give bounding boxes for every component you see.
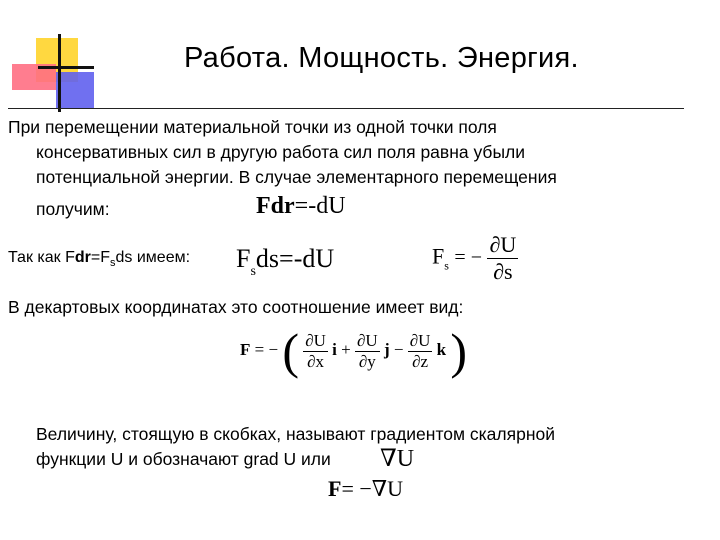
p2-sub-s: s bbox=[110, 257, 116, 269]
eq4-den-y: ∂y bbox=[355, 351, 380, 372]
p2-post: имеем: bbox=[132, 249, 191, 266]
equation-force-gradient bbox=[328, 476, 403, 502]
eq2-F: F bbox=[236, 244, 251, 273]
eq4-den-x: ∂x bbox=[303, 351, 328, 372]
equation-nabla-u: ∇U bbox=[380, 446, 415, 472]
paragraph-line-4: получим: bbox=[36, 199, 110, 219]
paragraph-line-2: консервативных сил в другую работа сил поля равна убыли bbox=[36, 142, 526, 162]
eq4-unit-k: k bbox=[436, 339, 447, 359]
paragraph-line-3: потенциальной энергии. В случае элементарного перемещения bbox=[36, 167, 557, 187]
eq4-den-z: ∂z bbox=[408, 351, 433, 372]
paragraph-line-1: При перемещении материальной точки из одной точки поля bbox=[8, 117, 497, 137]
eq4-eq: = − bbox=[254, 339, 279, 359]
eq4-rparen: ) bbox=[450, 323, 468, 379]
title-divider bbox=[8, 108, 684, 109]
eq4-frac-y bbox=[355, 331, 380, 372]
eq4-frac-x bbox=[303, 331, 328, 372]
paragraph-since bbox=[8, 245, 190, 276]
equation-fs-derivative bbox=[432, 232, 518, 285]
decor-vertical-line bbox=[58, 34, 61, 112]
eq2-rest: ds=-dU bbox=[255, 244, 335, 273]
eq3-F: F bbox=[432, 243, 445, 269]
eq6-F: F bbox=[328, 476, 342, 501]
p2-eqF: =F bbox=[90, 249, 110, 266]
eq4-frac-z bbox=[408, 331, 433, 372]
paragraph-cartesian: В декартовых координатах это соотношение имеет вид: bbox=[8, 297, 464, 317]
eq4-unit-j: j bbox=[383, 339, 390, 359]
eq4-num-x: ∂U bbox=[305, 330, 326, 350]
decor-blue-square bbox=[56, 72, 94, 108]
eq3-num: ∂U bbox=[489, 232, 517, 257]
eq4-minus: − bbox=[393, 339, 404, 359]
p2-pre: Так как bbox=[8, 249, 66, 266]
eq1-rhs: =-dU bbox=[294, 193, 346, 219]
eq4-num-y: ∂U bbox=[357, 330, 378, 350]
eq3-fraction bbox=[487, 232, 518, 285]
eq3-eq: = − bbox=[454, 246, 482, 269]
p2-F: F bbox=[65, 249, 75, 266]
eq1-vector-fdr: Fdr bbox=[256, 193, 295, 219]
p2-ds: ds bbox=[115, 249, 133, 266]
paragraph-gradient-line-2: функции U и обозначают grad U или bbox=[36, 449, 331, 469]
equation-work-potential bbox=[256, 193, 346, 220]
eq6-rhs: = −∇U bbox=[341, 476, 404, 501]
eq4-lparen: ( bbox=[282, 323, 299, 379]
eq2-sub-s: s bbox=[250, 264, 256, 279]
equation-gradient-components bbox=[240, 323, 468, 379]
eq3-den: ∂s bbox=[487, 258, 518, 285]
p2-dr: dr bbox=[74, 249, 91, 266]
equation-fs-ds bbox=[236, 244, 334, 280]
eq4-F: F bbox=[240, 339, 251, 359]
slide-title: Работа. Мощность. Энергия. bbox=[184, 42, 579, 74]
eq4-plus: + bbox=[341, 339, 351, 359]
eq4-num-z: ∂U bbox=[409, 330, 431, 350]
paragraph-gradient-line-1: Величину, стоящую в скобках, называют градиентом скалярной bbox=[36, 424, 556, 444]
eq3-sub-s: s bbox=[444, 258, 449, 273]
decor-horizontal-line bbox=[38, 66, 94, 69]
eq4-unit-i: i bbox=[332, 339, 337, 359]
